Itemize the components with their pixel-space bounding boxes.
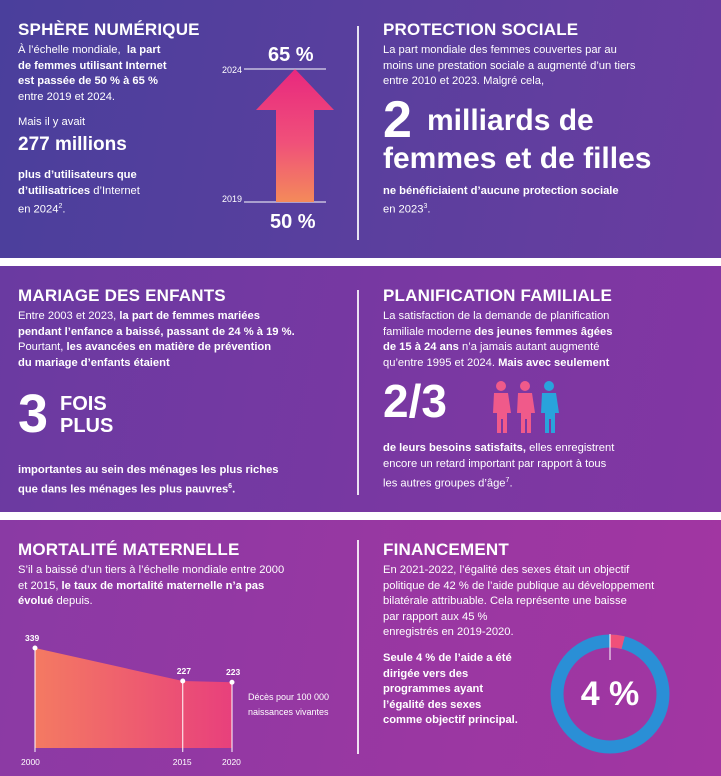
women-figures-icon: [489, 379, 569, 435]
planification-fraction-row: [383, 377, 713, 439]
divider-top: [357, 26, 359, 240]
woman-icon-3: [541, 381, 559, 433]
planification-title: PLANIFICATION FAMILIALE: [383, 286, 613, 305]
mariage-big-line-2: PLUS: [60, 415, 114, 438]
protection-big-number: 2: [383, 90, 412, 149]
mariage-paragraph-1: Entre 2003 et 2023, la part de femmes mariées pendant l’enfance a baissé, passant de 24 % à 19 %. Pourtant, les avancées en matière de prévention du mariage d’enfants étaient: [18, 310, 295, 369]
year-2019-label: 2019: [222, 194, 243, 204]
protection-big-statement: [383, 90, 713, 178]
woman-icon-1: [493, 381, 511, 433]
mariage-paragraph-2: importantes au sein des ménages les plus riches que dans les ménages les plus pauvres$^6$.: [18, 464, 279, 496]
data-label: 223: [226, 667, 241, 678]
mariage-big-number: 3: [18, 384, 49, 445]
financement-donut: [548, 632, 672, 756]
data-label: 227: [176, 666, 191, 677]
protection-paragraph-2: ne bénéficiaient d’aucune protection sociale en 2023$^3$.: [383, 184, 619, 217]
mortalite-chart: [0, 620, 355, 770]
chart-legend: Décès pour 100 000 naissances vivantes: [248, 692, 330, 717]
mortalite-title: MORTALITÉ MATERNELLE: [18, 540, 240, 559]
protection-big-line-1: milliards de: [427, 103, 594, 137]
x-tick-label: 2000: [21, 757, 40, 767]
data-label: 339: [25, 633, 40, 643]
protection-title: PROTECTION SOCIALE: [383, 20, 579, 39]
financement-paragraph-2: Seule 4 % de l’aide a été dirigée vers des programmes ayant l’égalité des sexes comme objectif principal.: [383, 651, 518, 727]
sphere-paragraph-1: À l’échelle mondiale, la part de femmes utilisant Internet est passée de 50 % à 65 % entre 2019 et 2024.: [18, 44, 167, 103]
data-point: [230, 680, 235, 685]
protection-big-line-2: femmes et de filles: [383, 141, 652, 175]
donut-label: 4 %: [580, 675, 640, 713]
x-tick-label: 2015: [172, 757, 192, 767]
section-planification-familiale: [383, 286, 713, 492]
sphere-paragraph-2: Mais il y avait: [18, 116, 86, 129]
protection-paragraph-1: La part mondiale des femmes couvertes par au moins une prestation sociale a augmenté d’un tiers entre 2010 et 2023. Malgré cela,: [383, 44, 636, 88]
woman-icon-2: [517, 381, 535, 433]
divider-middle: [357, 290, 359, 495]
planification-paragraph-2: de leurs besoins satisfaits, elles enregistrent encore un retard important par rapport à tous les autres groupes d’âge$^7$.: [383, 442, 615, 490]
section-mortalite-maternelle: [18, 540, 353, 610]
data-point: [180, 679, 185, 684]
mortalite-paragraph-1: S’il a baissé d’un tiers à l’échelle mondiale entre 2000 et 2015, le taux de mortalité maternelle n’a pas évolué depuis.: [18, 564, 285, 608]
data-point: [33, 646, 38, 651]
mariage-big-line-1: FOIS: [60, 393, 107, 416]
pct-2019-label: 50 %: [270, 211, 316, 233]
section-mariage-des-enfants: [18, 286, 353, 498]
planification-fraction: 2/3: [383, 375, 447, 428]
pct-2024-label: 65 %: [268, 44, 314, 66]
x-tick-label: 2020: [222, 757, 241, 767]
donut-slice: [610, 641, 623, 643]
area-series: [35, 648, 232, 748]
divider-bottom: [357, 540, 359, 754]
separator-2: [0, 512, 721, 520]
sphere-arrow-graphic: [222, 42, 352, 242]
sphere-big-number: 277 millions: [18, 133, 127, 155]
sphere-paragraph-3: plus d’utilisateurs que d’utilisatrices d’Internet en 2024$^2$.: [18, 168, 140, 216]
year-2024-label: 2024: [222, 65, 243, 75]
sphere-title: SPHÈRE NUMÉRIQUE: [18, 20, 200, 39]
financement-title: FINANCEMENT: [383, 540, 509, 559]
mariage-big-statement: [18, 384, 353, 451]
separator-1: [0, 258, 721, 266]
section-protection-sociale: [383, 20, 713, 219]
women-icons: [489, 379, 569, 435]
planification-paragraph-1: La satisfaction de la demande de planification familiale moderne des jeunes femmes âgées de 15 à 24 ans n’a jamais autant augmenté qu’entre 1995 et 2024. Mais avec seulement: [383, 310, 613, 369]
financement-paragraph-1: En 2021-2022, l’égalité des sexes était un objectif politique de 42 % de l’aide publique au développement bilatérale attribuable. Cela représente une baisse par rapport aux 45 % enregistrés en 2019-2020.: [383, 564, 655, 639]
mariage-title: MARIAGE DES ENFANTS: [18, 286, 226, 305]
